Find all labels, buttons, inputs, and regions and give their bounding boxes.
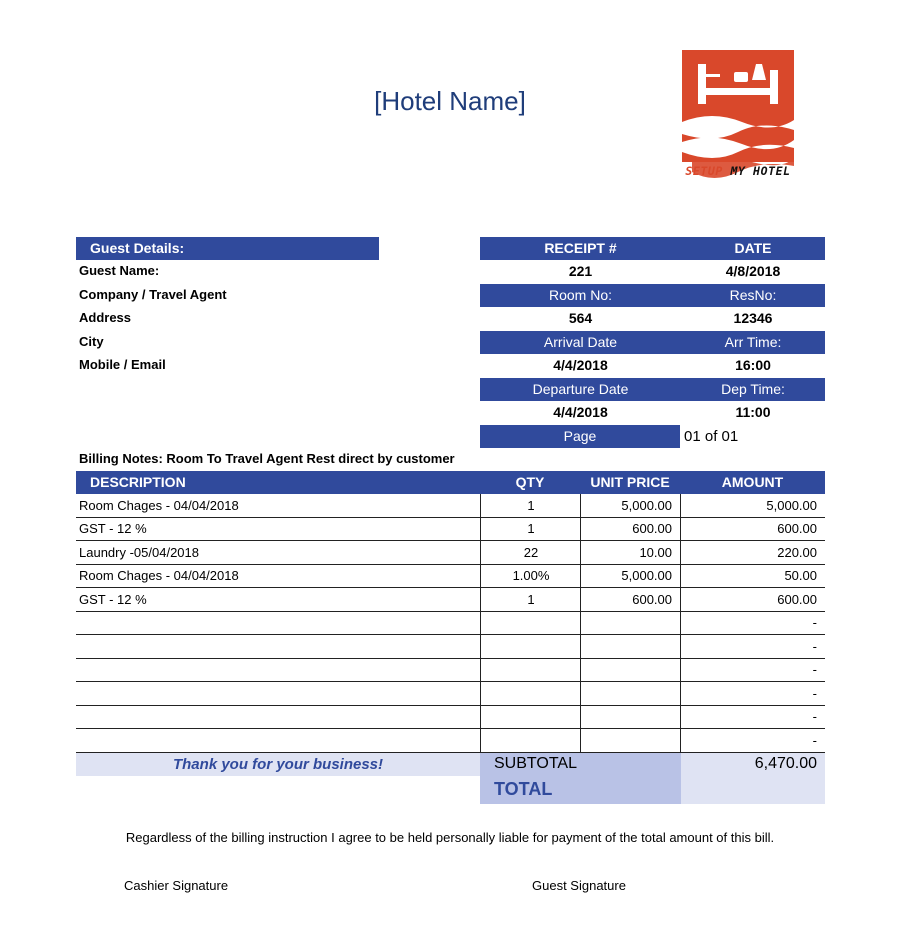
table-row xyxy=(76,494,825,518)
item-amount: 600.00 xyxy=(680,517,825,540)
table-row xyxy=(76,517,825,541)
table-row xyxy=(76,541,825,565)
item-description: GST - 12 % xyxy=(79,592,147,607)
item-qty: 1 xyxy=(480,494,581,517)
liability-disclaimer: Regardless of the billing instruction I agree to be held personally liable for payment of the total amount of this bill. xyxy=(125,830,775,845)
item-amount: - xyxy=(680,658,825,681)
receipt-number-header: RECEIPT # xyxy=(480,237,681,260)
page-header: Page xyxy=(480,425,680,448)
bed-logo-icon xyxy=(682,50,794,178)
hotel-logo xyxy=(682,50,794,178)
item-description: Room Chages - 04/04/2018 xyxy=(79,498,239,513)
mobile-email-label: Mobile / Email xyxy=(79,357,166,372)
item-unit-price xyxy=(580,635,680,658)
total-label: TOTAL xyxy=(494,779,553,799)
unit-price-column-header: UNIT PRICE xyxy=(590,474,670,490)
description-column-header: DESCRIPTION xyxy=(90,474,186,490)
item-amount: 220.00 xyxy=(680,541,825,564)
item-description: Laundry -05/04/2018 xyxy=(79,545,199,560)
item-qty xyxy=(480,682,581,705)
item-description: Room Chages - 04/04/2018 xyxy=(79,568,239,583)
dep-time-header: Dep Time: xyxy=(681,378,825,401)
item-amount: 5,000.00 xyxy=(680,494,825,517)
item-qty: 1 xyxy=(480,517,581,540)
item-unit-price xyxy=(580,705,680,728)
receipt-number-value: 221 xyxy=(568,263,593,279)
table-row xyxy=(76,588,825,612)
item-description: GST - 12 % xyxy=(79,521,147,536)
arrival-date-value: 4/4/2018 xyxy=(553,357,608,373)
item-qty xyxy=(480,635,581,658)
item-qty: 1.00% xyxy=(480,564,581,587)
resno-header: ResNo: xyxy=(681,284,825,307)
item-unit-price: 10.00 xyxy=(580,541,680,564)
billing-notes: Billing Notes: Room To Travel Agent Rest direct by customer xyxy=(79,451,455,466)
departure-date-value: 4/4/2018 xyxy=(553,404,608,420)
items-table-header xyxy=(76,471,825,494)
dep-time-value: 11:00 xyxy=(735,404,771,420)
item-amount: - xyxy=(680,635,825,658)
table-row xyxy=(76,658,825,682)
thank-you-message: Thank you for your business! xyxy=(76,753,480,776)
date-value: 4/8/2018 xyxy=(725,263,781,279)
item-qty: 22 xyxy=(480,541,581,564)
address-label: Address xyxy=(79,310,132,325)
page-value: 01 of 01 xyxy=(684,428,739,445)
amount-column-header: AMOUNT xyxy=(721,474,784,490)
item-amount: - xyxy=(680,611,825,634)
qty-column-header: QTY xyxy=(515,474,545,490)
item-unit-price xyxy=(580,682,680,705)
item-amount: - xyxy=(680,729,825,752)
item-unit-price: 5,000.00 xyxy=(580,564,680,587)
item-unit-price: 5,000.00 xyxy=(580,494,680,517)
table-row xyxy=(76,635,825,659)
guest-signature-label: Guest Signature xyxy=(532,878,626,893)
item-amount: - xyxy=(680,682,825,705)
subtotal-value: 6,470.00 xyxy=(754,755,817,772)
arr-time-value: 16:00 xyxy=(735,357,771,373)
arr-time-header: Arr Time: xyxy=(681,331,825,354)
item-qty xyxy=(480,729,581,752)
table-row xyxy=(76,611,825,635)
item-unit-price xyxy=(580,729,680,752)
item-amount: 600.00 xyxy=(680,588,825,611)
item-qty xyxy=(480,658,581,681)
cashier-signature-label: Cashier Signature xyxy=(124,878,229,893)
arrival-date-header: Arrival Date xyxy=(480,331,681,354)
date-header: DATE xyxy=(681,237,825,260)
item-qty xyxy=(480,705,581,728)
logo-text: SETUP MY HOTEL xyxy=(685,164,791,178)
item-amount: - xyxy=(680,705,825,728)
guest-name-label: Guest Name: xyxy=(79,263,160,278)
table-row xyxy=(76,682,825,706)
item-unit-price: 600.00 xyxy=(580,588,680,611)
room-no-header: Room No: xyxy=(480,284,681,307)
table-row xyxy=(76,705,825,729)
item-qty: 1 xyxy=(480,588,581,611)
item-unit-price xyxy=(580,611,680,634)
resno-value: 12346 xyxy=(733,310,773,326)
item-unit-price xyxy=(580,658,680,681)
room-no-value: 564 xyxy=(568,310,593,326)
company-label: Company / Travel Agent xyxy=(79,287,227,302)
table-row xyxy=(76,729,825,753)
city-label: City xyxy=(79,334,104,349)
subtotal-label: SUBTOTAL xyxy=(494,755,577,772)
table-row xyxy=(76,564,825,588)
guest-details-header: Guest Details: xyxy=(76,237,379,260)
item-qty xyxy=(480,611,581,634)
item-unit-price: 600.00 xyxy=(580,517,680,540)
hotel-name: [Hotel Name] xyxy=(374,86,526,116)
item-amount: 50.00 xyxy=(680,564,825,587)
departure-date-header: Departure Date xyxy=(480,378,681,401)
